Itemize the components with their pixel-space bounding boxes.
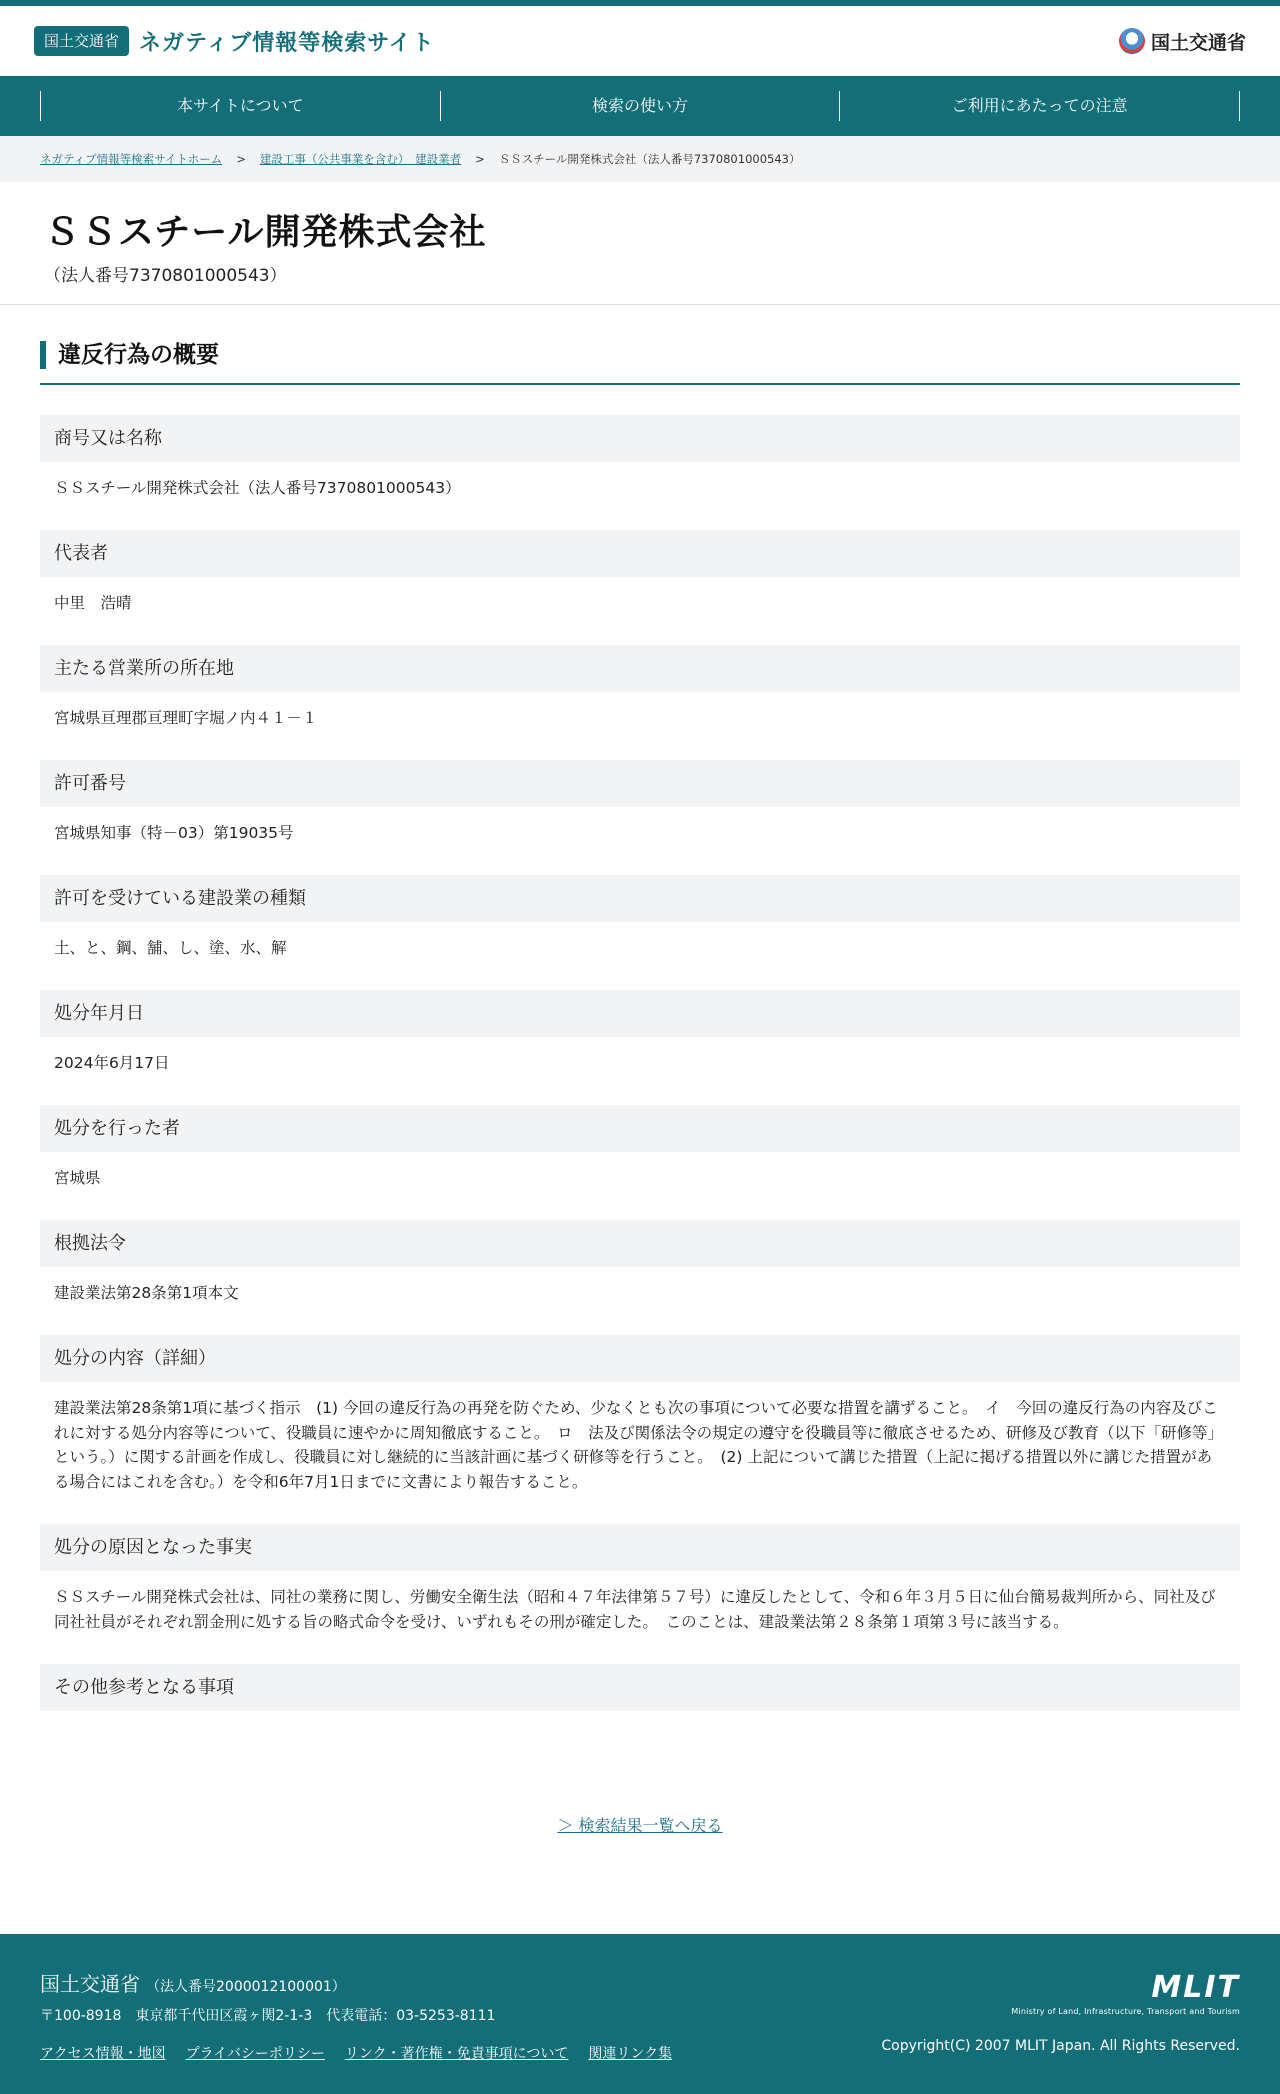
- section-heading: 違反行為の概要: [40, 341, 1240, 369]
- breadcrumb-home-link[interactable]: ネガティブ情報等検索サイトホーム: [40, 152, 223, 166]
- ministry-badge: 国土交通省: [34, 26, 129, 56]
- field-label-business-types: 許可を受けている建設業の種類: [40, 875, 1240, 922]
- mlit-footer-logo: MLIT: [1151, 1970, 1240, 2005]
- field-label-disposition-details: 処分の内容（詳細）: [40, 1335, 1240, 1382]
- site-header: [0, 6, 1280, 76]
- page-title: ＳＳスチール開発株式会社: [44, 212, 487, 253]
- field-value-disposition-date: 2024年6月17日: [54, 1054, 170, 1072]
- company-title-block: [0, 182, 1280, 305]
- nav-item-how-to-search[interactable]: 検索の使い方: [440, 91, 840, 121]
- mlit-emblem-icon: [1119, 28, 1145, 54]
- mlit-logo-link[interactable]: [1119, 28, 1246, 55]
- section-divider: [40, 383, 1240, 385]
- main-content: [0, 341, 1280, 1836]
- field-label-other-notes: その他参考となる事項: [40, 1664, 1240, 1711]
- footer-link-related[interactable]: 関連リンク集: [588, 2046, 673, 2062]
- field-label-disposing-authority: 処分を行った者: [40, 1105, 1240, 1152]
- field-label-disposition-date: 処分年月日: [40, 990, 1240, 1037]
- footer-link-access[interactable]: アクセス情報・地図: [40, 2046, 166, 2062]
- mlit-footer-logo-sub: Ministry of Land, Infrastructure, Transport and Tourism: [1011, 2007, 1240, 2016]
- field-value-representative: 中里 浩晴: [54, 594, 132, 612]
- field-label-license-number: 許可番号: [40, 760, 1240, 807]
- field-value-disposition-details: 建設業法第28条第1項に基づく指示 (1) 今回の違反行為の再発を防ぐため、少なくとも次の事項について必要な措置を講ずること。 イ 今回の違反行為の内容及びこれに対する処分内容等について、役職員に速やかに周知徹底すること。 ロ 法及び関係法令の規定の遵守を役職員等に徹底させるため、研修及び教育（以下「研修等」という。）に関する計画を作成し、役職員に対し継続的に当該計画に基づく研修等を行うこと。 (2) 上記について講じた措置（上記に掲げる措置以外に講じた措置がある場合にはこれを含む。）を令和6年7月1日までに文書により報告すること。: [54, 1399, 1224, 1491]
- footer-corp-no: （法人番号2000012100001）: [146, 1979, 346, 1995]
- field-value-license-number: 宮城県知事（特－03）第19035号: [54, 824, 294, 842]
- field-label-representative: 代表者: [40, 530, 1240, 577]
- field-value-disposing-authority: 宮城県: [54, 1169, 101, 1187]
- field-label-cause-facts: 処分の原因となった事実: [40, 1524, 1240, 1571]
- main-nav: [0, 76, 1280, 136]
- footer-address: 〒100-8918 東京都千代田区霞ヶ関2-1-3 代表電話：03-5253-8111: [40, 2008, 496, 2024]
- detail-list: [40, 415, 1240, 1735]
- footer-org-name: 国土交通省: [40, 1972, 140, 1996]
- field-value-legal-basis: 建設業法第28条第1項本文: [54, 1284, 239, 1302]
- field-value-cause-facts: ＳＳスチール開発株式会社は、同社の業務に関し、労働安全衛生法（昭和４７年法律第５７号）に違反したとして、令和６年３月５日に仙台簡易裁判所から、同社及び同社社員がそれぞれ罰金刑に処する旨の略式命令を受け、いずれもその刑が確定した。 このことは、建設業法第２８条第１項第３号に該当する。: [54, 1588, 1216, 1631]
- nav-item-about[interactable]: 本サイトについて: [40, 91, 440, 121]
- copyright: Copyright(C) 2007 MLIT Japan. All Rights Reserved.: [881, 2038, 1240, 2054]
- field-label-trade-name: 商号又は名称: [40, 415, 1240, 462]
- field-value-trade-name: ＳＳスチール開発株式会社（法人番号7370801000543）: [54, 479, 461, 497]
- field-label-legal-basis: 根拠法令: [40, 1220, 1240, 1267]
- breadcrumb-current: ＳＳスチール開発株式会社（法人番号7370801000543）: [498, 152, 801, 166]
- back-to-results-link[interactable]: ＞ 検索結果一覧へ戻る: [557, 1816, 723, 1835]
- field-label-office-address: 主たる営業所の所在地: [40, 645, 1240, 692]
- corporate-number: （法人番号7370801000543）: [44, 266, 287, 286]
- footer-link-privacy[interactable]: プライバシーポリシー: [185, 2046, 325, 2062]
- nav-item-notes[interactable]: ご利用にあたっての注意: [839, 91, 1240, 121]
- field-value-other-notes: [40, 1711, 1240, 1735]
- site-title: ネガティブ情報等検索サイト: [139, 30, 435, 56]
- back-link-container: [40, 1813, 1240, 1836]
- field-value-business-types: 土、と、鋼、舗、し、塗、水、解: [54, 939, 287, 957]
- site-brand-link[interactable]: [34, 26, 435, 57]
- mlit-logo-text: 国土交通省: [1150, 31, 1246, 54]
- breadcrumb: [0, 136, 1280, 182]
- breadcrumb-category-link[interactable]: 建設工事（公共事業を含む） 建設業者: [259, 152, 462, 166]
- site-footer: [0, 1934, 1280, 2094]
- field-value-office-address: 宮城県亘理郡亘理町字堀ノ内４１－１: [54, 709, 318, 727]
- footer-link-copyright[interactable]: リンク・著作権・免責事項について: [344, 2046, 569, 2062]
- breadcrumb-separator: >: [236, 152, 246, 166]
- breadcrumb-separator: >: [475, 152, 485, 166]
- footer-logo-block: [1011, 1970, 1240, 2016]
